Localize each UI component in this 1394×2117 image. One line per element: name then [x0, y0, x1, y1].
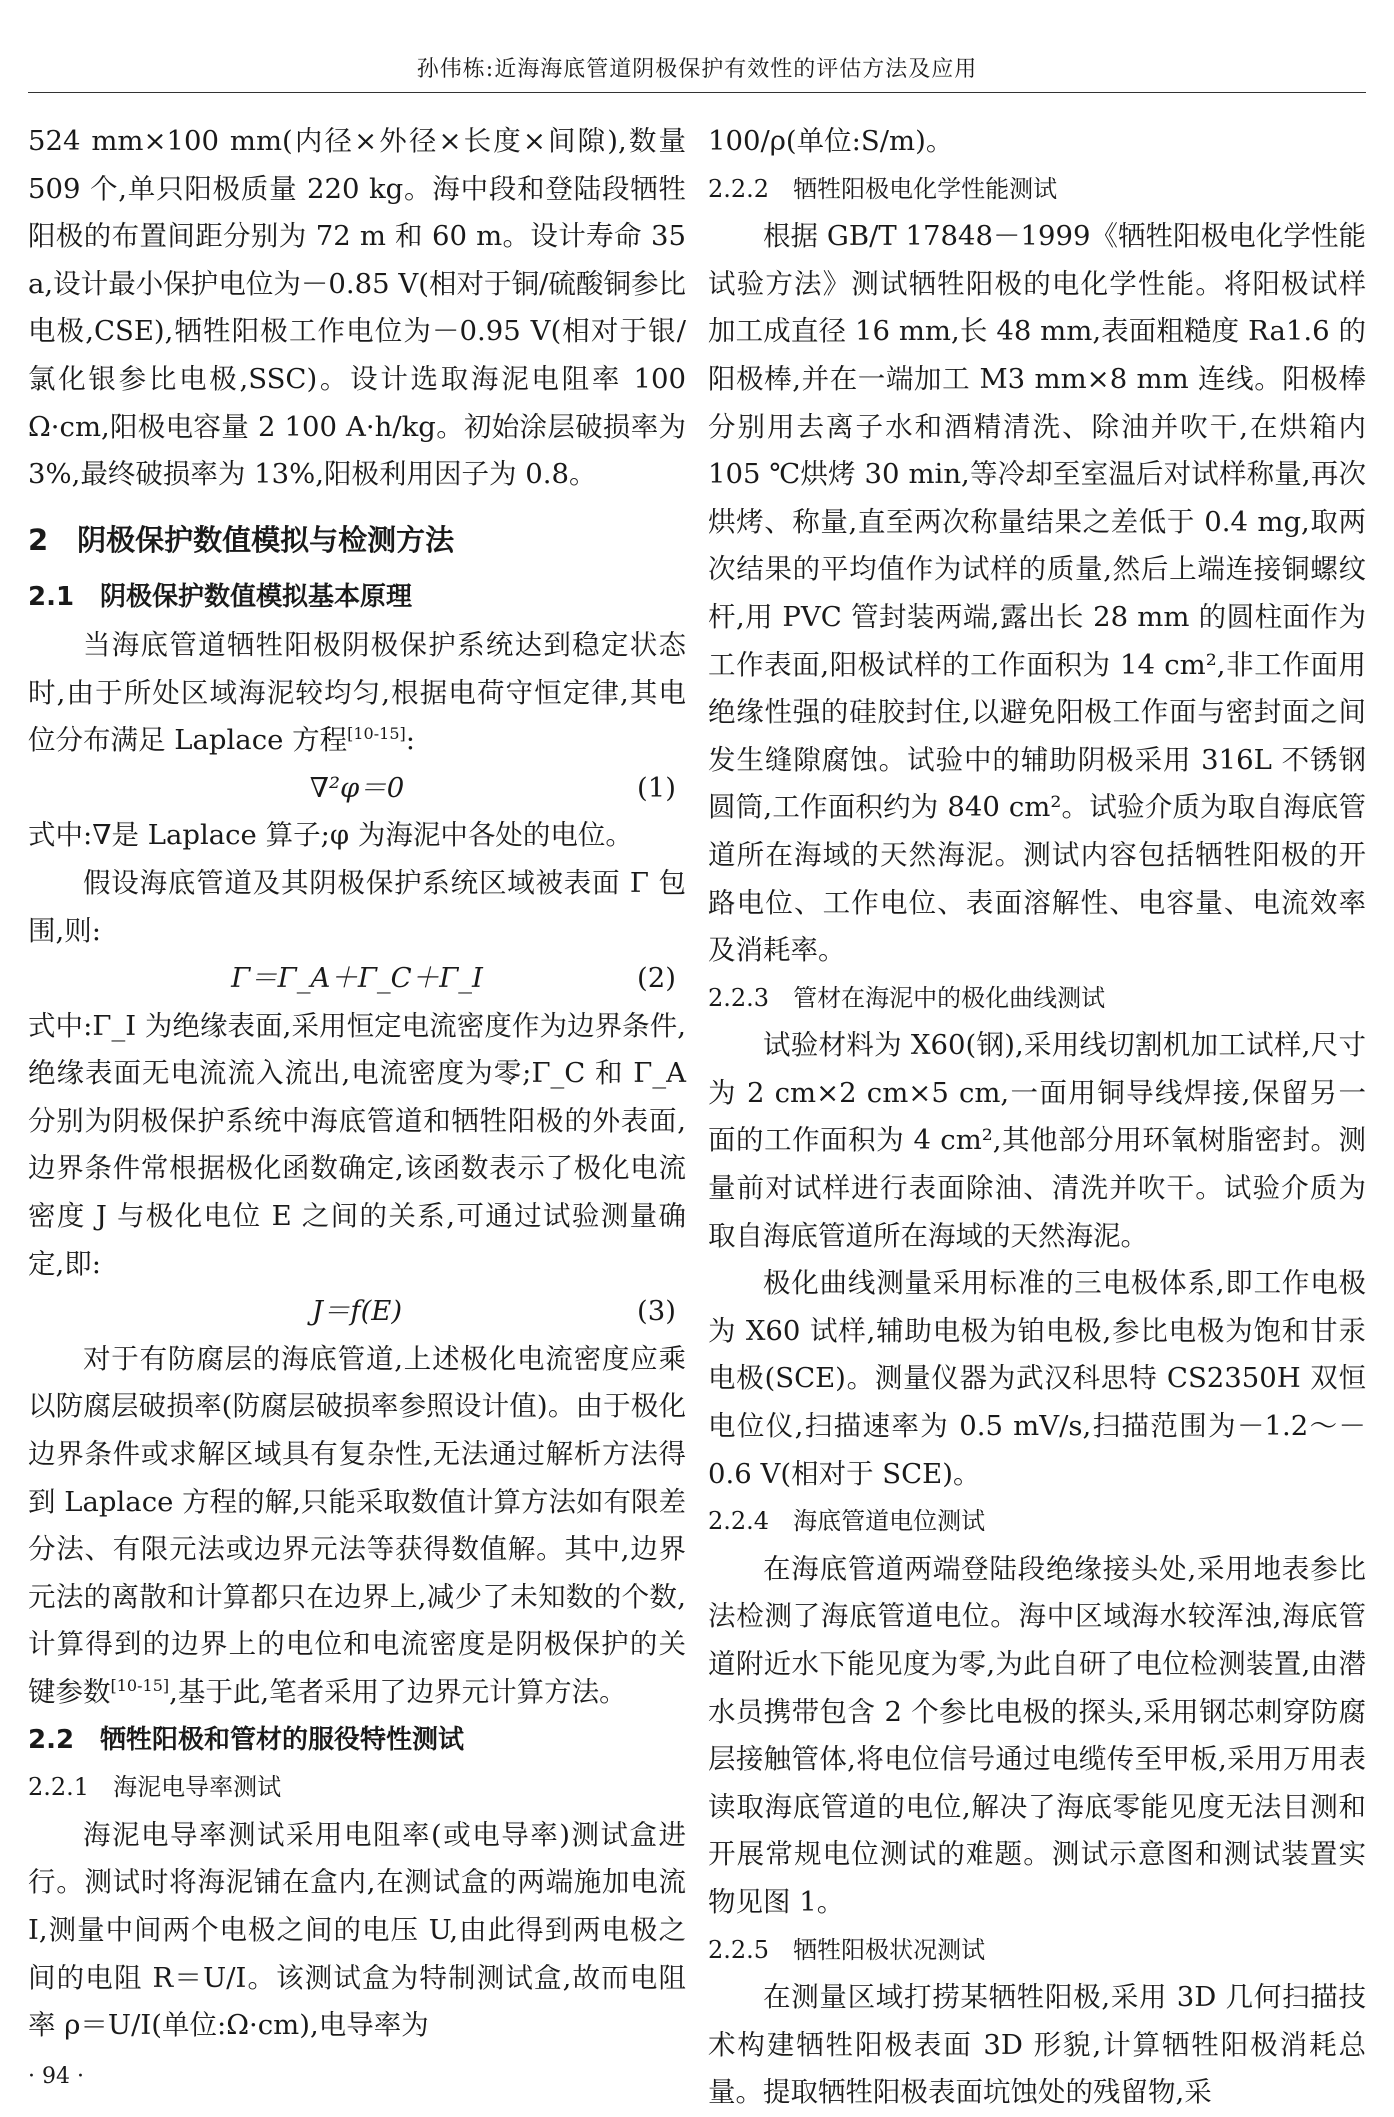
equation-number: (1)	[637, 771, 676, 804]
paragraph: 524 mm×100 mm(内径×外径×长度×间隙),数量 509 个,单只阳极质量 220 kg。海中段和登陆段牺牲阳极的布置间距分别为 72 m 和 60 m。设计寿命 35 a,设计最小保护电位为－0.85 V(相对于铜/硫酸铜参比电极,CSE),牺牲阳极工作电位为－0.95 V(相对于银/氯化银参比电极,SSC)。设计选取海泥电阻率 100 Ω·cm,阳极电容量 2 100 A·h/kg。初始涂层破损率为 3%,最终破损率为 13%,阳极利用因子为 0.8。	[28, 125, 686, 491]
running-header: 孙伟栋:近海海底管道阴极保护有效性的评估方法及应用	[28, 52, 1366, 93]
subsubsection-heading: 2.2.3 管材在海泥中的极化曲线测试	[708, 983, 1106, 1012]
paragraph: 100/ρ(单位:S/m)。	[708, 125, 954, 157]
citation: [10-15]	[110, 1675, 170, 1695]
equation-number: (2)	[637, 962, 676, 995]
paragraph: 式中:Γ_I 为绝缘表面,采用恒定电流密度作为边界条件,绝缘表面无电流流入流出,电流密度为零;Γ_C 和 Γ_A 分别为阴极保护系统中海底管道和牺牲阳极的外表面,边界条件常根据极化函数确定,该函数表示了极化电流密度 J 与极化电位 E 之间的关系,可通过试验测量确定,即:	[28, 1009, 686, 1280]
section-heading: 2 阴极保护数值模拟与检测方法	[28, 522, 455, 557]
paragraph: 对于有防腐层的海底管道,上述极化电流密度应乘以防腐层破损率(防腐层破损率参照设计值)。由于极化边界条件或求解区域具有复杂性,无法通过解析方法得到 Laplace 方程的解,只能采取数值计算方法如有限差分法、有限元法或边界元法等获得数值解。其中,边界元法的离散和计算都只在边界上,减少了未知数的个数,计算得到的边界上的电位和电流密度是阴极保护的关键参数[10-15],基于此,笔者采用了边界元计算方法。	[28, 1342, 686, 1708]
subsection-heading: 2.2 牺牲阳极和管材的服役特性测试	[28, 1724, 465, 1755]
equation-1: ∇²φ＝0 (1)	[28, 765, 686, 813]
equation-3: J＝f(E) (3)	[28, 1288, 686, 1336]
paragraph: 根据 GB/T 17848－1999《牺牲阳极电化学性能试验方法》测试牺牲阳极的电化学性能。将阳极试样加工成直径 16 mm,长 48 mm,表面粗糙度 Ra1.6 的阳极棒,并在一端加工 M3 mm×8 mm 连线。阳极棒分别用去离子水和酒精清洗、除油并吹干,在烘箱内 105 ℃烘烤 30 min,等冷却至室温后对试样称量,再次烘烤、称量,直至两次称量结果之差低于 0.4 mg,取两次结果的平均值作为试样的质量,然后上端连接铜螺纹杆,用 PVC 管封装两端,露出长 28 mm 的圆柱面作为工作表面,阳极试样的工作面积为 14 cm²,非工作面用绝缘性强的硅胶封住,以避免阳极工作面与密封面之间发生缝隙腐蚀。试验中的辅助阴极采用 316L 不锈钢圆筒,工作面积约为 840 cm²。试验介质为取自海底管道所在海域的天然海泥。测试内容包括牺牲阳极的开路电位、工作电位、表面溶解性、电容量、电流效率及消耗率。	[708, 220, 1366, 967]
paragraph: 当海底管道牺牲阳极阴极保护系统达到稳定状态时,由于所处区域海泥较均匀,根据电荷守恒定律,其电位分布满足 Laplace 方程[10-15]:	[28, 628, 686, 757]
subsubsection-heading: 2.2.5 牺牲阳极状况测试	[708, 1935, 986, 1964]
right-column	[708, 118, 1366, 2117]
paragraph: 在海底管道两端登陆段绝缘接头处,采用地表参比法检测了海底管道电位。海中区域海水较浑浊,海底管道附近水下能见度为零,为此自研了电位检测装置,由潜水员携带包含 2 个参比电极的探头,采用钢芯刺穿防腐层接触管体,将电位信号通过电缆传至甲板,采用万用表读取海底管道的电位,解决了海底零能见度无法目测和开展常规电位测试的难题。测试示意图和测试装置实物见图 1。	[708, 1552, 1366, 1918]
subsubsection-heading: 2.2.2 牺牲阳极电化学性能测试	[708, 174, 1058, 203]
paragraph: 在测量区域打捞某牺牲阳极,采用 3D 几何扫描技术构建牺牲阳极表面 3D 形貌,计算牺牲阳极消耗总量。提取牺牲阳极表面坑蚀处的残留物,采	[708, 1981, 1366, 2109]
subsubsection-heading: 2.2.1 海泥电导率测试	[28, 1773, 282, 1802]
equation-2: Γ＝Γ_A＋Γ_C＋Γ_I (2)	[28, 955, 686, 1003]
paragraph: 极化曲线测量采用标准的三电极体系,即工作电极为 X60 试样,辅助电极为铂电极,参比电极为饱和甘汞电极(SCE)。测量仪器为武汉科思特 CS2350H 双恒电位仪,扫描速率为 0.5 mV/s,扫描范围为－1.2～－0.6 V(相对于 SCE)。	[708, 1267, 1366, 1490]
subsubsection-heading: 2.2.4 海底管道电位测试	[708, 1507, 986, 1536]
left-column	[28, 118, 686, 2050]
citation: [10-15]	[347, 723, 406, 743]
paragraph: 试验材料为 X60(钢),采用线切割机加工试样,尺寸为 2 cm×2 cm×5 cm,一面用铜导线焊接,保留另一面的工作面积为 4 cm²,其他部分用环氧树脂密封。测量前对试样进行表面除油、清洗并吹干。试验介质为取自海底管道所在海域的天然海泥。	[708, 1029, 1366, 1252]
equation-number: (3)	[637, 1295, 676, 1328]
paragraph: 海泥电导率测试采用电阻率(或电导率)测试盒进行。测试时将海泥铺在盒内,在测试盒的两端施加电流 I,测量中间两个电极之间的电压 U,由此得到两电极之间的电阻 R＝U/I。该测试盒为特制测试盒,故而电阻率 ρ＝U/I(单位:Ω·cm),电导率为	[28, 1818, 686, 2042]
paragraph: 假设海底管道及其阴极保护系统区域被表面 Γ 包围,则:	[28, 866, 686, 947]
subsection-heading: 2.1 阴极保护数值模拟基本原理	[28, 582, 413, 613]
paragraph: 式中:∇是 Laplace 算子;φ 为海泥中各处的电位。	[28, 819, 633, 852]
page-number: · 94 ·	[28, 2064, 84, 2089]
